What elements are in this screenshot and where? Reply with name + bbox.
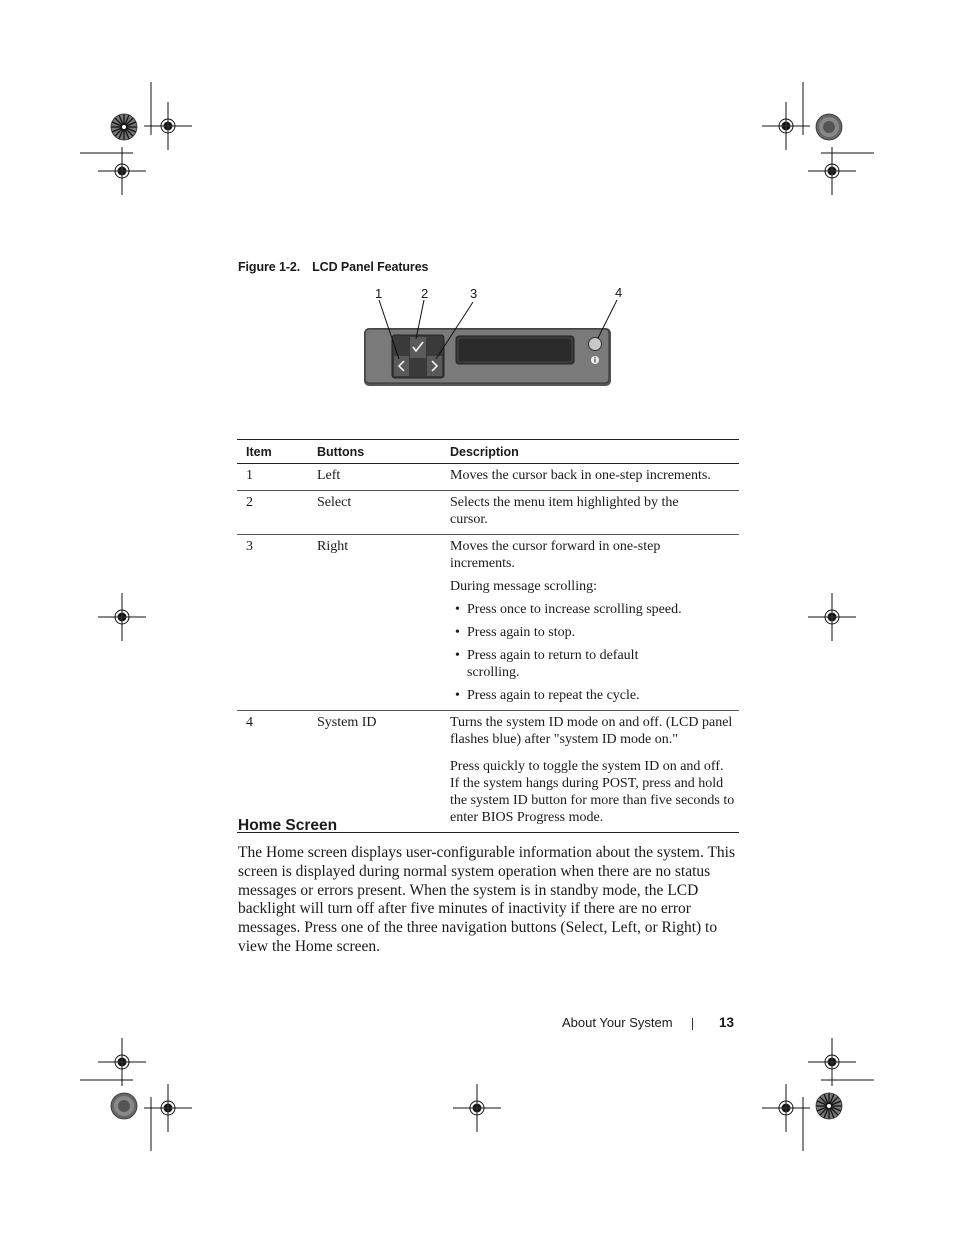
header-description: Description: [447, 440, 739, 464]
info-icon: [591, 356, 599, 364]
description-text: Selects the menu item highlighted by the cursor.: [450, 495, 679, 527]
callout-2: 2: [421, 286, 429, 301]
table-row: [237, 711, 739, 833]
figure-caption: [238, 260, 428, 274]
description-text: Turns the system ID mode on and off. (LCD panel flashes blue) after "system ID mode on.": [450, 715, 733, 747]
cell-button: Select: [308, 491, 447, 535]
registration-mark-icon: [808, 1038, 856, 1086]
description-text: During message scrolling:: [450, 579, 597, 594]
bullet-item: • Press once to increase scrolling speed.: [450, 601, 689, 618]
description-text: Press quickly to toggle the system ID on and off. If the system hangs during POST, press and hold the system ID button for more than five seconds to enter BIOS Progress mode.: [450, 759, 735, 825]
table-row: [237, 535, 739, 711]
table-row: [237, 464, 739, 491]
registration-mark-icon: [98, 1038, 146, 1086]
callout-1: 1: [375, 286, 383, 301]
lcd-features-table: [237, 439, 739, 833]
starburst-target-icon: [111, 1093, 137, 1119]
cell-description: [447, 535, 739, 711]
figure-number: Figure 1-2.: [238, 260, 301, 274]
bullet-list: [450, 601, 689, 704]
table-row: [237, 491, 739, 535]
cell-item: 4: [237, 711, 308, 833]
registration-mark-icon: [98, 593, 146, 641]
section-heading: Home Screen: [238, 817, 338, 834]
cell-button: Right: [308, 535, 447, 711]
section-body: The Home screen displays user-configurable information about the system. This screen is displayed during normal system operation when there are no status messages or errors present. When the system is in standby mode, the LCD backlight will turn off after five minutes of inactivity if there are no error messages. Press one of the three navigation buttons (Select, Left, or Right) to view the Home screen.: [238, 844, 735, 955]
starburst-target-icon: [816, 114, 842, 140]
left-arrow-icon: [394, 356, 409, 376]
registration-mark-icon: [808, 593, 856, 641]
description-text: Moves the cursor forward in one-step increments.: [450, 539, 661, 571]
page-number: 13: [719, 1015, 735, 1030]
footer-section-title: About Your System: [562, 1015, 673, 1030]
description-text: Moves the cursor back in one-step increments.: [450, 468, 711, 483]
cell-button: System ID: [308, 711, 447, 833]
cell-item: 1: [237, 464, 308, 491]
header-item: Item: [237, 440, 308, 464]
cell-description: [447, 491, 739, 535]
registration-mark-icon: [453, 1084, 501, 1132]
cell-button: Left: [308, 464, 447, 491]
starburst-target-icon: [816, 1093, 842, 1119]
starburst-target-icon: [111, 114, 137, 140]
cell-item: 3: [237, 535, 308, 711]
bullet-item: • Press again to return to default scrolling.: [450, 647, 689, 681]
cell-item: 2: [237, 491, 308, 535]
table-header-row: [237, 440, 739, 464]
cell-description: [447, 711, 739, 833]
registration-mark-icon: [98, 147, 146, 195]
registration-mark-icon: [808, 147, 856, 195]
footer-divider: [692, 1018, 693, 1030]
figure-title: LCD Panel Features: [312, 260, 429, 274]
header-buttons: Buttons: [308, 440, 447, 464]
callout-3: 3: [470, 286, 478, 301]
bullet-item: • Press again to repeat the cycle.: [450, 687, 689, 704]
bullet-item: • Press again to stop.: [450, 624, 689, 641]
system-id-icon: [589, 338, 602, 351]
right-arrow-icon: [427, 356, 442, 376]
cell-description: [447, 464, 739, 491]
checkmark-icon: [410, 337, 426, 358]
lcd-panel-figure: [360, 282, 630, 392]
callout-4: 4: [615, 285, 623, 300]
